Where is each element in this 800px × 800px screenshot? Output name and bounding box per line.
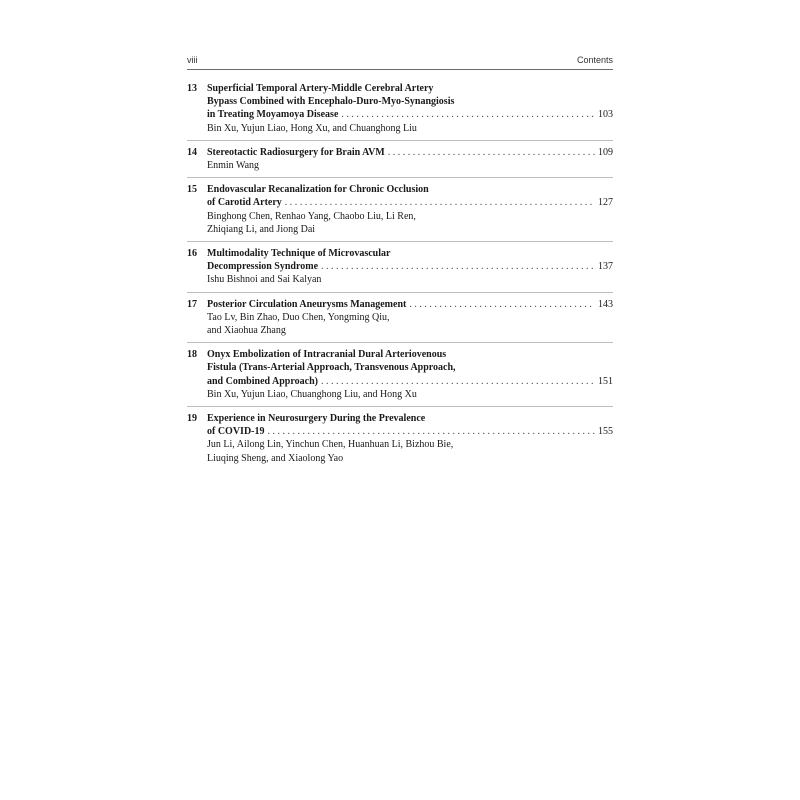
chapter-title-end: Posterior Circulation Aneurysms Management	[207, 298, 407, 310]
page-number: 127	[598, 197, 613, 209]
toc-entry	[187, 177, 613, 241]
chapter-title-line: Bypass Combined with Encephalo-Duro-Myo-Synangiosis	[207, 96, 455, 108]
chapter-number: 18	[187, 349, 197, 361]
chapter-authors: Jun Li, Ailong Lin, Yinchun Chen, Huanhuan Li, Bizhou Bie,	[207, 439, 454, 451]
page-number: 103	[598, 109, 613, 121]
chapter-title-line: Multimodality Technique of Microvascular	[207, 248, 391, 260]
toc-entry	[187, 342, 613, 406]
toc-list	[187, 82, 613, 470]
running-head	[187, 55, 613, 69]
dot-leader	[285, 196, 595, 209]
chapter-title-end: of Carotid Artery	[207, 197, 282, 209]
chapter-title-end: in Treating Moyamoya Disease	[207, 109, 339, 121]
chapter-authors: Enmin Wang	[207, 160, 260, 172]
chapter-title-end: of COVID-19	[207, 426, 265, 438]
chapter-title-line: Fistula (Trans-Arterial Approach, Transvenous Approach,	[207, 362, 456, 374]
chapter-authors: Zhiqiang Li, and Jiong Dai	[207, 223, 316, 235]
section-title: Contents	[576, 55, 613, 65]
chapter-title-last-line	[207, 375, 613, 388]
chapter-title-line: Endovascular Recanalization for Chronic Occlusion	[207, 184, 429, 196]
chapter-title-last-line	[207, 146, 613, 159]
chapter-authors: Liuqing Sheng, and Xiaolong Yao	[207, 452, 344, 464]
chapter-title-end: Stereotactic Radiosurgery for Brain AVM	[207, 146, 385, 158]
toc-entry	[187, 292, 613, 343]
dot-leader	[321, 260, 595, 273]
chapter-title-last-line	[207, 260, 613, 273]
chapter-title-end: Decompression Syndrome	[207, 261, 319, 273]
page-number: 143	[598, 298, 613, 310]
dot-leader	[268, 425, 596, 438]
chapter-authors: and Xiaohua Zhang	[207, 325, 286, 337]
chapter-title-last-line	[207, 108, 613, 121]
chapter-title-last-line	[207, 298, 613, 311]
page-number: 155	[598, 426, 613, 438]
chapter-authors: Ishu Bishnoi and Sai Kalyan	[207, 274, 322, 286]
toc-entry	[187, 406, 613, 470]
chapter-title-last-line	[207, 425, 613, 438]
contents-page	[187, 55, 613, 470]
page-number: 109	[598, 146, 613, 158]
chapter-authors: Bin Xu, Yujun Liao, Hong Xu, and Chuanghong Liu	[207, 122, 417, 134]
page-number: 137	[598, 261, 613, 273]
chapter-number: 16	[187, 248, 197, 260]
chapter-title-line: Onyx Embolization of Intracranial Dural Arteriovenous	[207, 349, 447, 361]
chapter-number: 17	[187, 298, 197, 310]
chapter-title-line: Experience in Neurosurgery During the Prevalence	[207, 413, 426, 425]
chapter-number: 14	[187, 146, 197, 158]
chapter-authors: Bin Xu, Yujun Liao, Chuanghong Liu, and Hong Xu	[207, 388, 417, 400]
chapter-authors: Tao Lv, Bin Zhao, Duo Chen, Yongming Qiu,	[207, 311, 390, 323]
chapter-authors: Binghong Chen, Renhao Yang, Chaobo Liu, Li Ren,	[207, 210, 416, 222]
page-number: 151	[598, 375, 613, 387]
chapter-title-end: and Combined Approach)	[207, 375, 318, 387]
toc-entry	[187, 82, 613, 140]
dot-leader	[409, 298, 595, 311]
toc-entry	[187, 241, 613, 292]
dot-leader	[321, 375, 595, 388]
header-rule	[187, 69, 613, 70]
chapter-number: 15	[187, 184, 197, 196]
dot-leader	[341, 108, 595, 121]
chapter-title-line: Superficial Temporal Artery-Middle Cerebral Artery	[207, 83, 434, 94]
page-folio: viii	[187, 55, 198, 65]
chapter-number: 19	[187, 413, 197, 425]
dot-leader	[388, 146, 595, 159]
chapter-number: 13	[187, 83, 197, 94]
toc-entry	[187, 140, 613, 177]
chapter-title-last-line	[207, 196, 613, 209]
